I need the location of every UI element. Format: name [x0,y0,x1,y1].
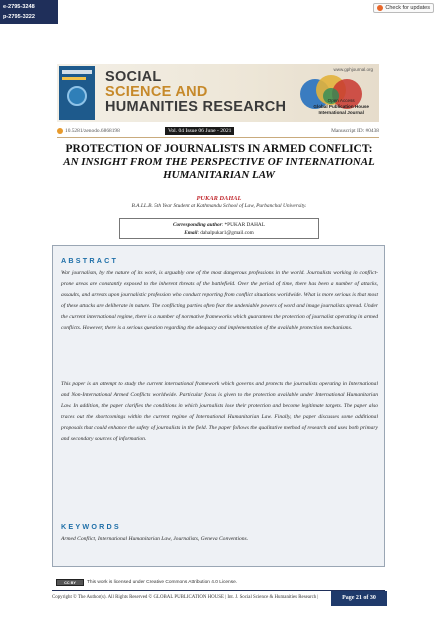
open-access-block: Open Access Global Publication House International Journal [313,98,369,115]
journal-url: www.gphjournal.org [333,67,373,72]
author-name: PUKAR DAHAL [196,195,242,202]
refresh-badge-icon [377,5,383,11]
copyright-text: Copyright © The Author(s). All Rights Reserved © GLOBAL PUBLICATION HOUSE | Int. J. Social Science & Humanities Research | [52,595,319,600]
license-text: This work is licensed under Creative Commons Attribution 4.0 License. [87,580,238,585]
issn-block [0,0,58,24]
eissn: e-2795-3248 [3,4,35,10]
corresponding-label: Corresponding author [173,222,222,228]
journal-title: SOCIAL SCIENCE AND HUMANITIES RESEARCH [105,69,287,115]
doi[interactable]: 10.5281/zenodo.6868198 [57,128,120,134]
abstract-heading: ABSTRACT [61,256,119,265]
abstract-paragraph-2: This paper is an attempt to study the current international framework which governs and protects the journalists operating in International and Non-International Armed Conflicts worldwide. Particular focus is given to the protection available under International Humanitarian Law. In addition, the paper clarifies the conditions in which journalists lose their protection and become legitimate targets. The paper also traces out the shortcomings within the current regime of International Humanitarian Law. Finally, the paper discusses some additional proposals that could enhance the safety of journalists in the field. The paper follows the qualitative method of research and uses both primary and secondary sources of information. [61,381,378,443]
check-updates-label: Check for updates [385,5,430,11]
check-for-updates-button[interactable] [373,3,434,13]
cc-by-license-icon[interactable]: CC BY [56,579,84,586]
article-subtitle: AN INSIGHT FROM THE PERSPECTIVE OF INTERNATIONAL HUMANITARIAN LAW [63,156,375,181]
page-number: Page 21 of 30 [331,591,387,606]
journal-banner [57,64,379,122]
corresponding-email[interactable]: : dahalpukar1@gmail.com [197,230,254,236]
abstract-paragraph-1: War journalism, by the nature of its work, is arguably one of the most dangerous professions in the world. Journalists working in conflict-prone areas are constantly exposed to the inherent threats of the battlefield. Over the period of time, there has been a number of attacks, assaults, and arrests upon journalistic profession who conduct reporting from conflict situations worldwide. What is more serious is that most of these attacks are deliberate in nature. The conflicting parties often fear the undeniable powers of word and image journalists spread. Under the current international regime, there is a number of normative frameworks which guarantees the protection of journalist operating in armed conflicts. However, there is a serious question regarding the adequacy and implementation of the available protection mechanisms. [61,270,378,332]
article-title: PROTECTION OF JOURNALISTS IN ARMED CONFLICT: [65,143,373,155]
journal-cover-thumbnail [59,66,95,120]
author-affiliation: B.A.LL.B. 5th Year Student at Kathmandu School of Law, Purbanchal University. [131,203,307,209]
corresponding-name: : *PUKAR DAHAL [221,222,265,228]
page-footer [52,590,385,605]
license-notice [56,579,237,586]
header-divider [57,137,379,138]
email-label: Email [184,230,198,236]
pissn: p-2795-3222 [3,14,36,20]
article-info-bar [57,127,379,136]
volume-issue: Vol. 04 Issue 06 June - 2021 [165,127,234,135]
corresponding-author-box [119,218,319,239]
doi-icon [57,128,63,134]
manuscript-id: Manuscript ID: #0438 [331,128,379,134]
keywords-heading: KEYWORDS [61,522,121,531]
abstract-box [52,245,385,567]
keywords-text: Armed Conflict, International Humanitarian Law, Journalists, Geneva Conventions. [61,536,249,542]
